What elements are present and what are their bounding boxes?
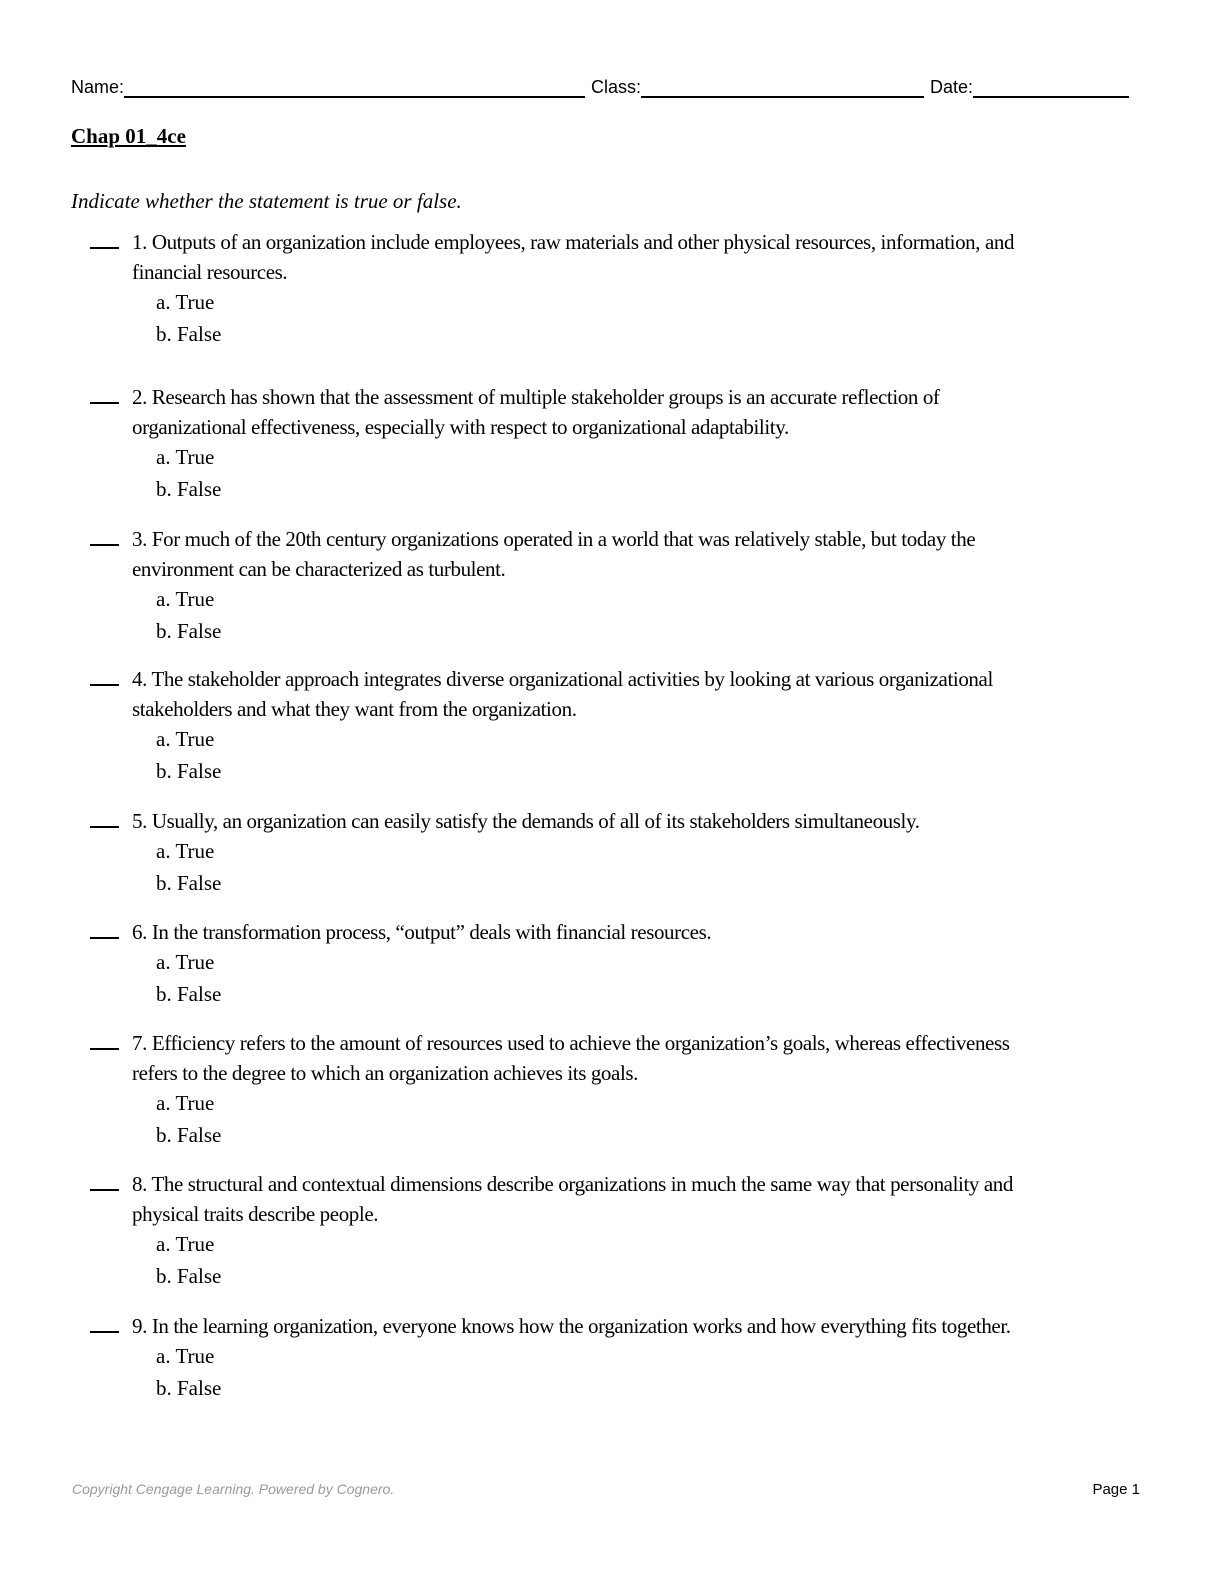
question-text-continued: environment can be characterized as turbulent. <box>132 557 506 581</box>
question-text-continued: organizational effectiveness, especially with respect to organizational adaptability. <box>132 415 789 439</box>
option-false[interactable]: b. False <box>156 1376 222 1400</box>
option-false[interactable]: b. False <box>156 619 222 643</box>
option-false[interactable]: b. False <box>156 477 222 501</box>
question-number: 1. <box>132 230 147 254</box>
date-label: Date: <box>930 77 974 97</box>
option-true[interactable]: a. True <box>156 727 215 751</box>
question-text-continued: refers to the degree to which an organization achieves its goals. <box>132 1061 639 1085</box>
answer-blank[interactable] <box>90 544 119 546</box>
instructions: Indicate whether the statement is true or false. <box>71 189 462 213</box>
question-text: Research has shown that the assessment of multiple stakeholder groups is an accurate reflection of <box>151 385 940 409</box>
question-text: Efficiency refers to the amount of resources used to achieve the organization’s goals, whereas effectiveness <box>151 1031 1010 1055</box>
option-true[interactable]: a. True <box>156 445 215 469</box>
question-text: In the learning organization, everyone knows how the organization works and how everything fits together. <box>151 1314 1011 1338</box>
answer-blank[interactable] <box>90 1189 119 1191</box>
question-text-continued: financial resources. <box>132 260 288 284</box>
question-text-continued: stakeholders and what they want from the organization. <box>132 697 577 721</box>
option-true[interactable]: a. True <box>156 290 215 314</box>
option-true[interactable]: a. True <box>156 1344 215 1368</box>
answer-blank[interactable] <box>90 826 119 828</box>
question-text: Outputs of an organization include employees, raw materials and other physical resources, information, and <box>151 230 1015 254</box>
question-text: The stakeholder approach integrates diverse organizational activities by looking at various organizational <box>151 667 993 691</box>
option-false[interactable]: b. False <box>156 871 222 895</box>
question-number: 8. <box>132 1172 147 1196</box>
question-number: 6. <box>132 920 147 944</box>
page-number: Page 1 <box>1092 1481 1140 1498</box>
answer-blank[interactable] <box>90 684 119 686</box>
name-label: Name: <box>71 77 125 97</box>
question-number: 9. <box>132 1314 147 1338</box>
question-number: 3. <box>132 527 147 551</box>
copyright-footer: Copyright Cengage Learning. Powered by Cognero. <box>72 1481 395 1497</box>
option-false[interactable]: b. False <box>156 1264 222 1288</box>
page-title: Chap 01_4ce <box>71 124 186 148</box>
option-true[interactable]: a. True <box>156 587 215 611</box>
answer-blank[interactable] <box>90 1048 119 1050</box>
option-false[interactable]: b. False <box>156 759 222 783</box>
question-number: 7. <box>132 1031 147 1055</box>
option-true[interactable]: a. True <box>156 950 215 974</box>
option-false[interactable]: b. False <box>156 322 222 346</box>
answer-blank[interactable] <box>90 247 119 249</box>
question-text-continued: physical traits describe people. <box>132 1202 379 1226</box>
question-number: 2. <box>132 385 147 409</box>
class-label: Class: <box>591 77 642 97</box>
option-false[interactable]: b. False <box>156 1123 222 1147</box>
question-text: The structural and contextual dimensions describe organizations in much the same way that personality and <box>151 1172 1013 1196</box>
question-text: For much of the 20th century organizations operated in a world that was relatively stable, but today the <box>151 527 976 551</box>
date-field[interactable] <box>973 76 1129 98</box>
question-text: Usually, an organization can easily satisfy the demands of all of its stakeholders simultaneously. <box>151 809 920 833</box>
question-number: 5. <box>132 809 147 833</box>
answer-blank[interactable] <box>90 1331 119 1333</box>
name-field[interactable] <box>124 76 585 98</box>
option-false[interactable]: b. False <box>156 982 222 1006</box>
answer-blank[interactable] <box>90 402 119 404</box>
class-field[interactable] <box>641 76 924 98</box>
option-true[interactable]: a. True <box>156 1232 215 1256</box>
header-fields <box>71 72 1141 98</box>
option-true[interactable]: a. True <box>156 839 215 863</box>
answer-blank[interactable] <box>90 937 119 939</box>
option-true[interactable]: a. True <box>156 1091 215 1115</box>
question-number: 4. <box>132 667 147 691</box>
question-text: In the transformation process, “output” deals with financial resources. <box>151 920 712 944</box>
